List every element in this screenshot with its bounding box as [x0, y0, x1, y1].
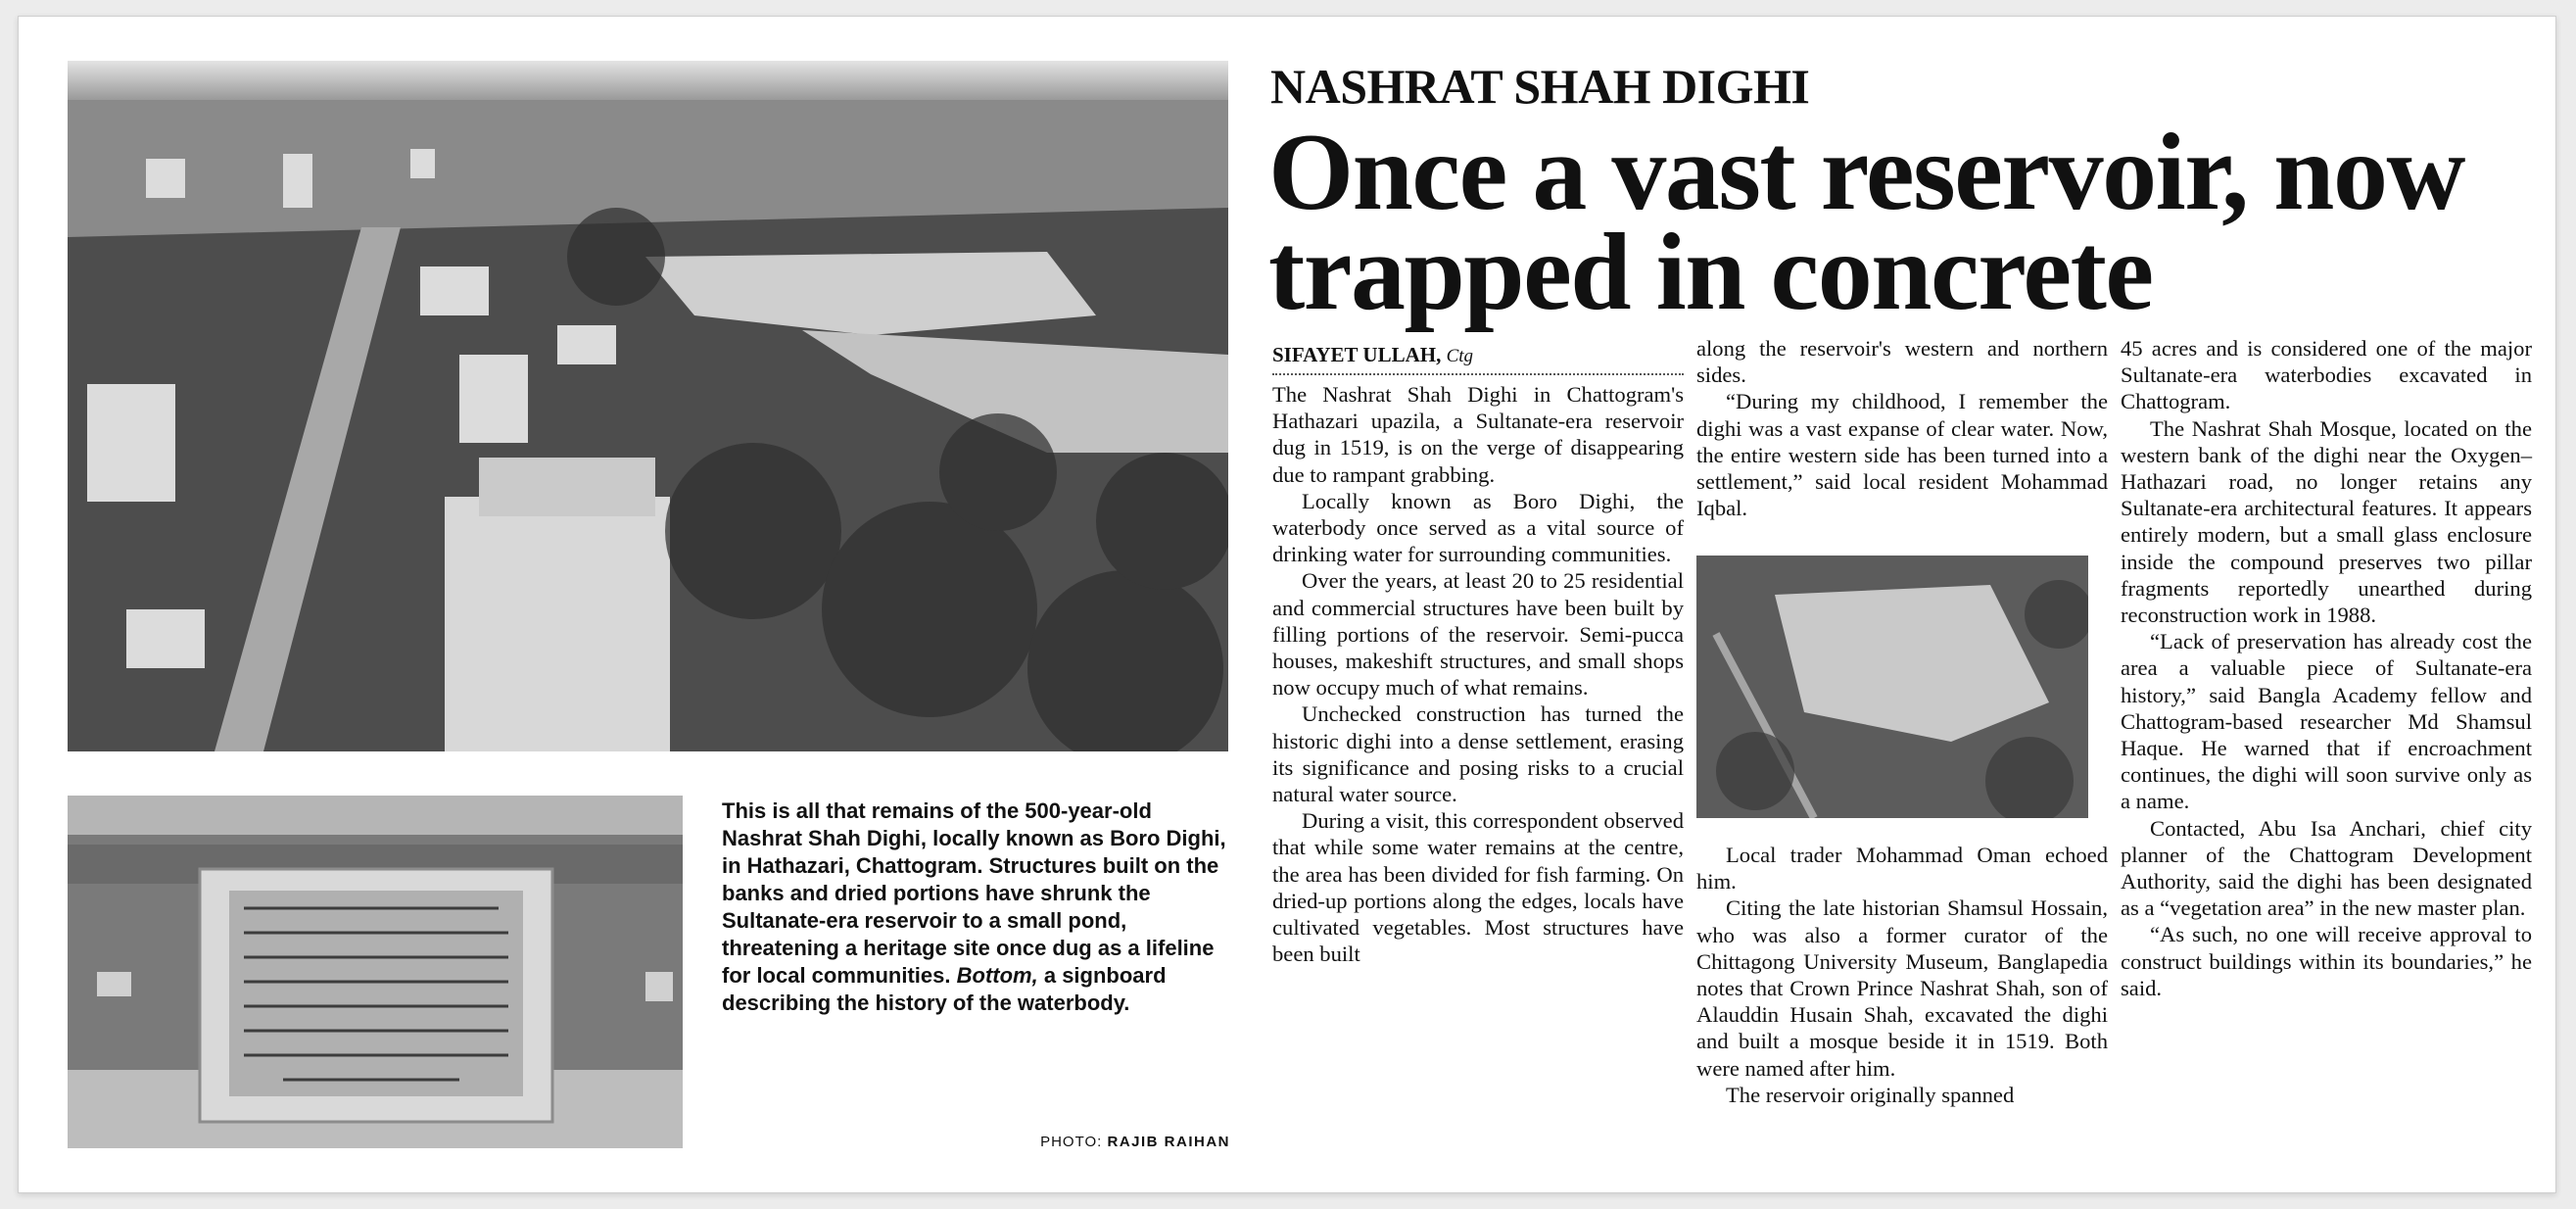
paragraph: Citing the late historian Shamsul Hossain, who was also a former curator of the Chittagong University Museum, Banglapedia notes that Crown Prince Nashrat Shah, son of Alauddin Husain Shah, excavated the dighi and built a mosque beside it in 1519. Both were named after him.: [1696, 895, 2108, 1081]
article-column-2-bottom: [1696, 842, 2108, 1108]
article-column-3: [2121, 335, 2532, 1001]
paragraph: The reservoir originally spanned: [1726, 1082, 2015, 1107]
paragraph: “Lack of preservation has already cost the area a valuable piece of Sultanate-era history,” said Bangla Academy fellow and Chattogram-based researcher Md Shamsul Haque. He warned that if encroachment continues, the dighi will soon survive only as a name.: [2121, 629, 2532, 814]
aerial-photo-illustration: [68, 61, 1228, 751]
headline-line-2: trapped in concrete: [1268, 212, 2153, 333]
photo-credit-label: PHOTO:: [1040, 1134, 1103, 1150]
paragraph: “During my childhood, I remember the dighi was a vast expanse of clear water. Now, the entire western side has been turned into a settlement,” said local resident Mohammad Iqbal.: [1696, 389, 2108, 521]
headline-line-1: Once a vast reservoir, now: [1268, 112, 2464, 233]
aerial-inset-photo: [1696, 556, 2088, 818]
photo-credit-name: RAJIB RAIHAN: [1107, 1134, 1230, 1150]
inset-photo-illustration: [1696, 556, 2088, 818]
paragraph: Local trader Mohammad Oman echoed him.: [1696, 843, 2108, 895]
byline-name: SIFAYET ULLAH,: [1272, 343, 1442, 366]
paragraph: Unchecked construction has turned the historic dighi into a dense settlement, erasing its significance and posing risks to a crucial natural water source.: [1272, 701, 1684, 807]
paragraph: “As such, no one will receive approval to construct buildings within its boundaries,” he said.: [2121, 922, 2532, 1000]
byline-place: Ctg: [1446, 346, 1474, 366]
photo-credit: [1010, 1134, 1230, 1150]
newspaper-page: [18, 16, 2556, 1193]
paragraph: Over the years, at least 20 to 25 residential and commercial structures have been built by filling portions of the reservoir. Semi-pucca houses, makeshift structures, and small shops now occupy much of what remains.: [1272, 568, 1684, 701]
section-kicker: NASHRAT SHAH DIGHI: [1270, 59, 1810, 114]
article-column-1: [1272, 381, 1684, 967]
signboard-photo-illustration: [68, 796, 683, 1148]
caption-end: a signboard describing the history of the waterbody.: [722, 963, 1167, 1015]
aerial-photo-dighi: [68, 61, 1228, 751]
article-column-2-top: [1696, 335, 2108, 521]
paragraph: along the reservoir's western and northern sides.: [1696, 336, 2108, 388]
paragraph: The Nashrat Shah Mosque, located on the western bank of the dighi near the Oxygen–Hathazari road, no longer retains any Sultanate-era architectural features. It appears entirely modern, but a small glass enclosure inside the compound preserves two pillar fragments reportedly unearthed during reconstruction work in 1988.: [2121, 415, 2532, 628]
paragraph: The Nashrat Shah Dighi in Chattogram's Hathazari upazila, a Sultanate-era reservoir dug in 1519, is on the verge of disappearing due to rampant grabbing.: [1272, 382, 1684, 487]
caption-text: This is all that remains of the 500-year-old Nashrat Shah Dighi, locally known as Boro Dighi, in Hathazari, Chattogram. Structures built on the banks and dried portions have shrunk the Sultanate-era reservoir to a small pond, threatening a heritage site once dug as a lifeline for local communities.: [722, 798, 1226, 988]
caption-bottom-label: Bottom,: [956, 963, 1038, 988]
paragraph: During a visit, this correspondent observed that while some water remains at the centre, the area has been divided for fish farming. On dried-up portions along the edges, locals have cultivated vegetables. Most structures have been built: [1272, 808, 1684, 967]
byline: [1272, 343, 1684, 375]
paragraph: Locally known as Boro Dighi, the waterbody once served as a vital source of drinking water for surrounding communities.: [1272, 488, 1684, 567]
paragraph: 45 acres and is considered one of the major Sultanate-era waterbodies excavated in Chattogram.: [2121, 336, 2532, 414]
paragraph: Contacted, Abu Isa Anchari, chief city planner of the Chattogram Development Authority, said the dighi has been designated as a “vegetation area” in the new master plan.: [2121, 815, 2532, 921]
signboard-photo: [68, 796, 683, 1148]
photo-caption: [722, 798, 1231, 1017]
headline: [1268, 112, 2532, 333]
